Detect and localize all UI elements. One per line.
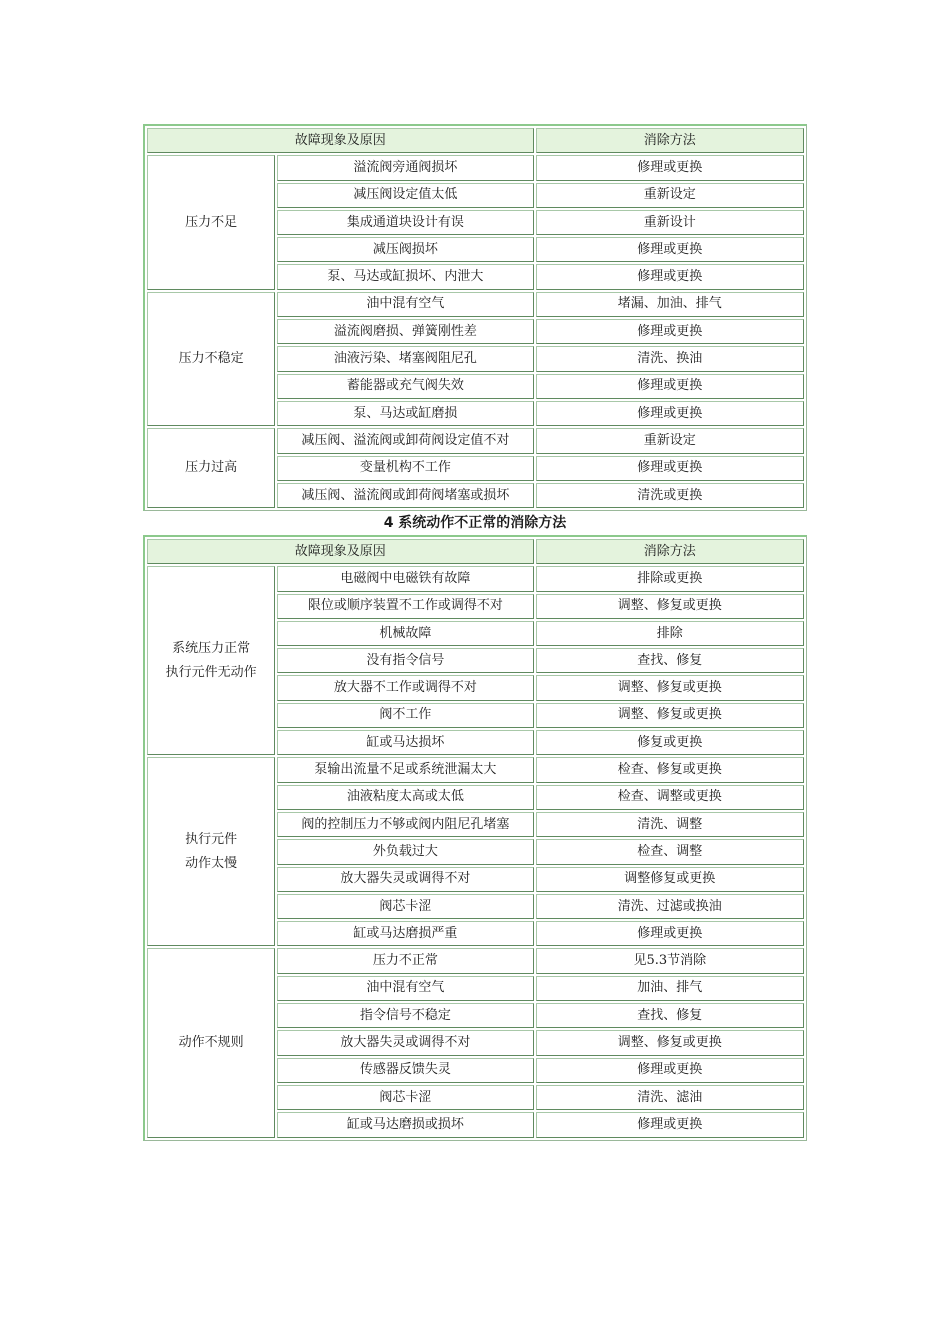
cause-cell: 油中混有空气	[277, 976, 533, 1001]
action-fault-table-wrap	[143, 535, 807, 1141]
remedy-cell: 修理或更换	[536, 374, 804, 399]
cause-cell: 减压阀、溢流阀或卸荷阀堵塞或损坏	[277, 483, 533, 508]
symptom-cell: 压力不足	[147, 155, 275, 289]
cause-cell: 减压阀、溢流阀或卸荷阀设定值不对	[277, 428, 533, 453]
pressure-fault-table-wrap	[143, 124, 807, 511]
remedy-cell: 修理或更换	[536, 1058, 804, 1083]
cause-cell: 油中混有空气	[277, 292, 533, 317]
cause-cell: 外负载过大	[277, 839, 533, 864]
remedy-cell: 检查、调整	[536, 839, 804, 864]
cause-cell: 减压阀设定值太低	[277, 183, 533, 208]
remedy-cell: 调整、修复或更换	[536, 703, 804, 728]
symptom-cell: 动作不规则	[147, 948, 275, 1137]
symptom-cell	[147, 566, 275, 755]
cause-cell: 传感器反馈失灵	[277, 1058, 533, 1083]
cause-cell: 集成通道块设计有误	[277, 210, 533, 235]
cause-cell: 限位或顺序装置不工作或调得不对	[277, 594, 533, 619]
cause-cell: 压力不正常	[277, 948, 533, 973]
remedy-cell: 加油、排气	[536, 976, 804, 1001]
remedy-cell: 清洗、过滤或换油	[536, 894, 804, 919]
cause-cell: 阀的控制压力不够或阀内阻尼孔堵塞	[277, 812, 533, 837]
header-cause: 故障现象及原因	[147, 539, 534, 564]
cause-cell: 指令信号不稳定	[277, 1003, 533, 1028]
cause-cell: 阀芯卡涩	[277, 1085, 533, 1110]
remedy-cell: 调整、修复或更换	[536, 1030, 804, 1055]
remedy-cell: 修理或更换	[536, 155, 804, 180]
remedy-cell: 修理或更换	[536, 237, 804, 262]
remedy-cell: 查找、修复	[536, 1003, 804, 1028]
remedy-cell: 修理或更换	[536, 319, 804, 344]
table-row	[147, 292, 804, 317]
cause-cell: 溢流阀磨损、弹簧刚性差	[277, 319, 533, 344]
header-remedy: 消除方法	[536, 128, 804, 153]
cause-cell: 放大器失灵或调得不对	[277, 867, 533, 892]
section-title: 4 系统动作不正常的消除方法	[383, 515, 567, 531]
header-cause: 故障现象及原因	[147, 128, 534, 153]
remedy-cell: 修理或更换	[536, 921, 804, 946]
cause-cell: 变量机构不工作	[277, 456, 533, 481]
cause-cell: 油液污染、堵塞阀阻尼孔	[277, 346, 533, 371]
remedy-cell: 调整、修复或更换	[536, 675, 804, 700]
table-row	[147, 757, 804, 782]
remedy-cell: 检查、调整或更换	[536, 785, 804, 810]
remedy-cell: 检查、修复或更换	[536, 757, 804, 782]
cause-cell: 阀芯卡涩	[277, 894, 533, 919]
symptom-line: 执行元件无动作	[165, 664, 257, 680]
symptom-line: 执行元件	[185, 831, 238, 847]
cause-cell: 缸或马达磨损严重	[277, 921, 533, 946]
cause-cell: 放大器不工作或调得不对	[277, 675, 533, 700]
remedy-cell: 重新设定	[536, 428, 804, 453]
cause-cell: 泵、马达或缸磨损	[277, 401, 533, 426]
remedy-cell: 排除	[536, 621, 804, 646]
remedy-cell: 堵漏、加油、排气	[536, 292, 804, 317]
table-header-row	[147, 128, 804, 153]
symptom-cell	[147, 757, 275, 946]
cause-cell: 泵输出流量不足或系统泄漏太大	[277, 757, 533, 782]
symptom-cell: 压力不稳定	[147, 292, 275, 426]
symptom-line: 动作太慢	[185, 855, 238, 871]
cause-cell: 溢流阀旁通阀损坏	[277, 155, 533, 180]
remedy-cell: 见5.3节消除	[536, 948, 804, 973]
cause-cell: 电磁阀中电磁铁有故障	[277, 566, 533, 591]
remedy-cell: 调整修复或更换	[536, 867, 804, 892]
action-fault-table	[143, 535, 807, 1141]
cause-cell: 机械故障	[277, 621, 533, 646]
remedy-cell: 修理或更换	[536, 401, 804, 426]
cause-cell: 减压阀损坏	[277, 237, 533, 262]
remedy-cell: 修理或更换	[536, 1112, 804, 1137]
header-remedy: 消除方法	[536, 539, 804, 564]
remedy-cell: 清洗、滤油	[536, 1085, 804, 1110]
remedy-cell: 重新设定	[536, 183, 804, 208]
cause-cell: 阀不工作	[277, 703, 533, 728]
cause-cell: 没有指令信号	[277, 648, 533, 673]
remedy-cell: 清洗或更换	[536, 483, 804, 508]
remedy-cell: 查找、修复	[536, 648, 804, 673]
table-header-row	[147, 539, 804, 564]
cause-cell: 缸或马达损坏	[277, 730, 533, 755]
cause-cell: 蓄能器或充气阀失效	[277, 374, 533, 399]
cause-cell: 放大器失灵或调得不对	[277, 1030, 533, 1055]
remedy-cell: 重新设计	[536, 210, 804, 235]
pressure-fault-table	[143, 124, 807, 511]
remedy-cell: 修理或更换	[536, 456, 804, 481]
remedy-cell: 清洗、换油	[536, 346, 804, 371]
table-row	[147, 428, 804, 453]
remedy-cell: 修复或更换	[536, 730, 804, 755]
cause-cell: 油液粘度太高或太低	[277, 785, 533, 810]
remedy-cell: 修理或更换	[536, 264, 804, 289]
cause-cell: 泵、马达或缸损坏、内泄大	[277, 264, 533, 289]
remedy-cell: 清洗、调整	[536, 812, 804, 837]
remedy-cell: 调整、修复或更换	[536, 594, 804, 619]
remedy-cell: 排除或更换	[536, 566, 804, 591]
symptom-cell: 压力过高	[147, 428, 275, 508]
table-row	[147, 566, 804, 591]
table-row	[147, 155, 804, 180]
symptom-line: 系统压力正常	[172, 640, 251, 656]
cause-cell: 缸或马达磨损或损坏	[277, 1112, 533, 1137]
table-row	[147, 948, 804, 973]
